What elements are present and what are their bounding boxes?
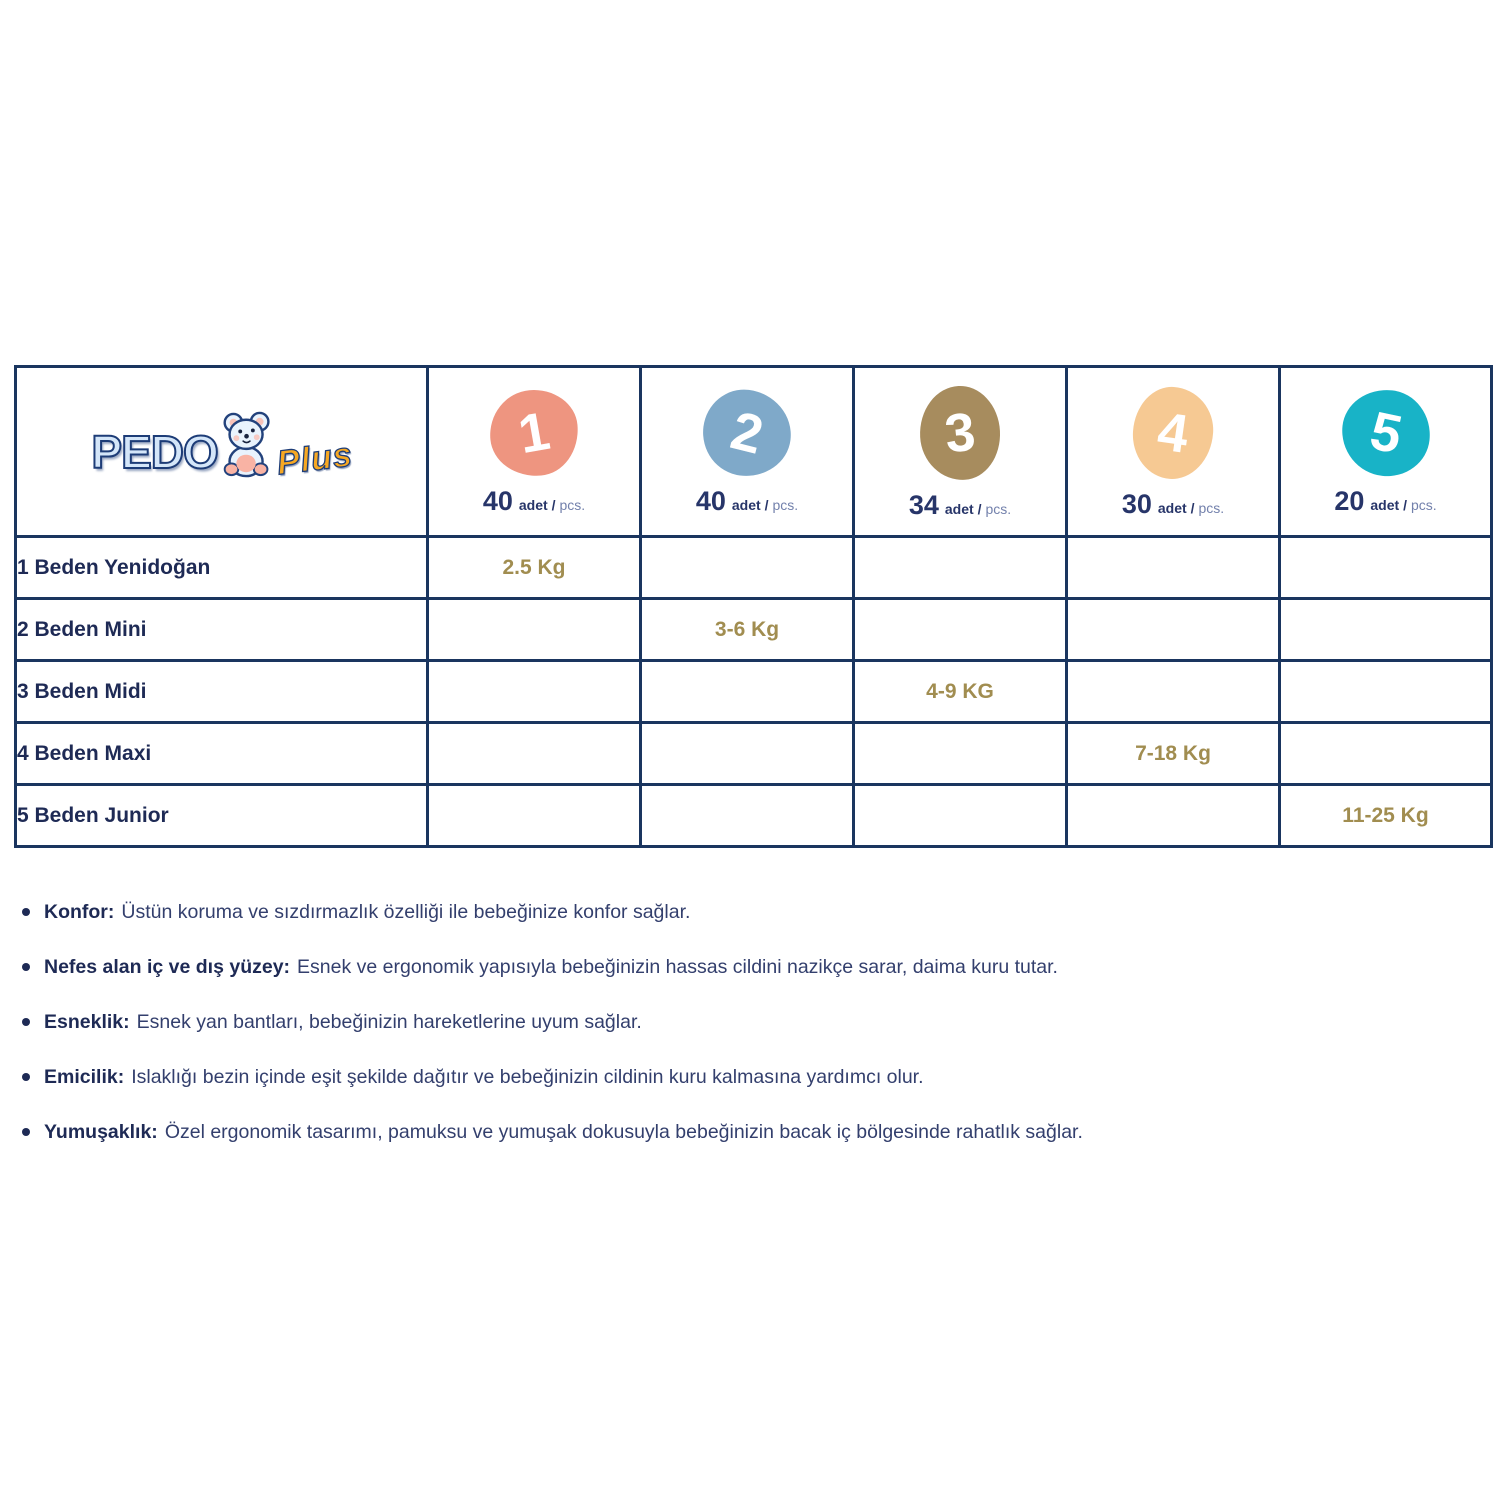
size-number: 2: [725, 400, 769, 466]
weight-cell: [428, 661, 641, 723]
weight-cell: 7-18 Kg: [1067, 723, 1280, 785]
list-item: [22, 955, 1482, 979]
weight-cell: [1067, 661, 1280, 723]
size-number: 3: [941, 401, 979, 465]
bullet-icon: [22, 908, 30, 916]
weight-cell: [428, 723, 641, 785]
brand-name: PEDO: [91, 425, 218, 478]
teddy-bear-icon: [214, 411, 282, 484]
weight-cell: [854, 723, 1067, 785]
weight-cell: [854, 785, 1067, 847]
size-column-header-3: [854, 367, 1067, 537]
feature-list: [22, 900, 1482, 1175]
weight-cell: [1067, 537, 1280, 599]
weight-cell: [1067, 785, 1280, 847]
list-item: [22, 900, 1482, 924]
count-label: 20 adet / pcs.: [1334, 486, 1437, 516]
logo-cell: [16, 367, 428, 537]
size-column-header-2: [641, 367, 854, 537]
size-number: 5: [1364, 400, 1407, 466]
feature-label: Esneklik:: [44, 1011, 130, 1033]
table-row: [16, 723, 1492, 785]
weight-cell: [1280, 537, 1492, 599]
table-row: [16, 661, 1492, 723]
list-item: [22, 1010, 1482, 1034]
feature-text: Esnek ve ergonomik yapısıyla bebeğinizin hassas cildini nazikçe sarar, daima kuru tutar.: [297, 956, 1058, 978]
count-label: 40 adet / pcs.: [695, 486, 799, 516]
weight-cell: [1280, 599, 1492, 661]
pedo-plus-logo: [17, 419, 426, 484]
row-label: 4 Beden Maxi: [16, 723, 428, 785]
bullet-icon: [22, 1073, 30, 1081]
list-item: [22, 1065, 1482, 1089]
count-label: 34 adet / pcs.: [908, 490, 1012, 520]
size-column-header-5: [1280, 367, 1492, 537]
size-2-badge: [698, 385, 796, 481]
feature-label: Yumuşaklık:: [44, 1121, 158, 1143]
size-table: [14, 365, 1493, 848]
weight-cell: 2.5 Kg: [428, 537, 641, 599]
row-label: 3 Beden Midi: [16, 661, 428, 723]
weight-cell: 11-25 Kg: [1280, 785, 1492, 847]
size-column-header-1: [428, 367, 641, 537]
size-1-badge: [486, 386, 581, 479]
size-number: 1: [513, 400, 554, 466]
row-label: 5 Beden Junior: [16, 785, 428, 847]
weight-cell: [641, 537, 854, 599]
feature-text: Esnek yan bantları, bebeğinizin hareketlerine uyum sağlar.: [136, 1011, 642, 1033]
weight-cell: [641, 785, 854, 847]
row-label: 1 Beden Yenidoğan: [16, 537, 428, 599]
weight-cell: [1280, 661, 1492, 723]
table-row: [16, 599, 1492, 661]
weight-cell: 3-6 Kg: [641, 599, 854, 661]
count-label: 40 adet / pcs.: [482, 486, 586, 516]
weight-cell: [641, 723, 854, 785]
header-row: [16, 367, 1492, 537]
size-3-badge: [918, 384, 1003, 482]
count-label: 30 adet / pcs.: [1121, 489, 1225, 519]
weight-cell: [641, 661, 854, 723]
bullet-icon: [22, 963, 30, 971]
bullet-icon: [22, 1018, 30, 1026]
size-4-badge: [1130, 384, 1216, 481]
size-number: 4: [1153, 401, 1193, 465]
feature-label: Nefes alan iç ve dış yüzey:: [44, 956, 291, 978]
brand-suffix: Plus: [274, 435, 355, 483]
size-column-header-4: [1067, 367, 1280, 537]
weight-cell: 4-9 KG: [854, 661, 1067, 723]
feature-text: Özel ergonomik tasarımı, pamuksu ve yumuşak dokusuyla bebeğinizin bacak iç bölgesinde rahatlık sağlar.: [164, 1121, 1083, 1143]
list-item: [22, 1120, 1482, 1144]
table-row: [16, 785, 1492, 847]
weight-cell: [1067, 599, 1280, 661]
row-label: 2 Beden Mini: [16, 599, 428, 661]
weight-cell: [428, 785, 641, 847]
table-row: [16, 537, 1492, 599]
feature-text: Islaklığı bezin içinde eşit şekilde dağıtır ve bebeğinizin cildinin kuru kalmasına yardımcı olur.: [131, 1066, 924, 1088]
weight-cell: [428, 599, 641, 661]
weight-cell: [854, 537, 1067, 599]
feature-label: Emicilik:: [44, 1066, 125, 1088]
feature-text: Üstün koruma ve sızdırmazlık özelliği ile bebeğinize konfor sağlar.: [121, 901, 691, 923]
bullet-icon: [22, 1128, 30, 1136]
size-5-badge: [1337, 386, 1434, 481]
weight-cell: [854, 599, 1067, 661]
feature-label: Konfor:: [44, 901, 115, 923]
weight-cell: [1280, 723, 1492, 785]
